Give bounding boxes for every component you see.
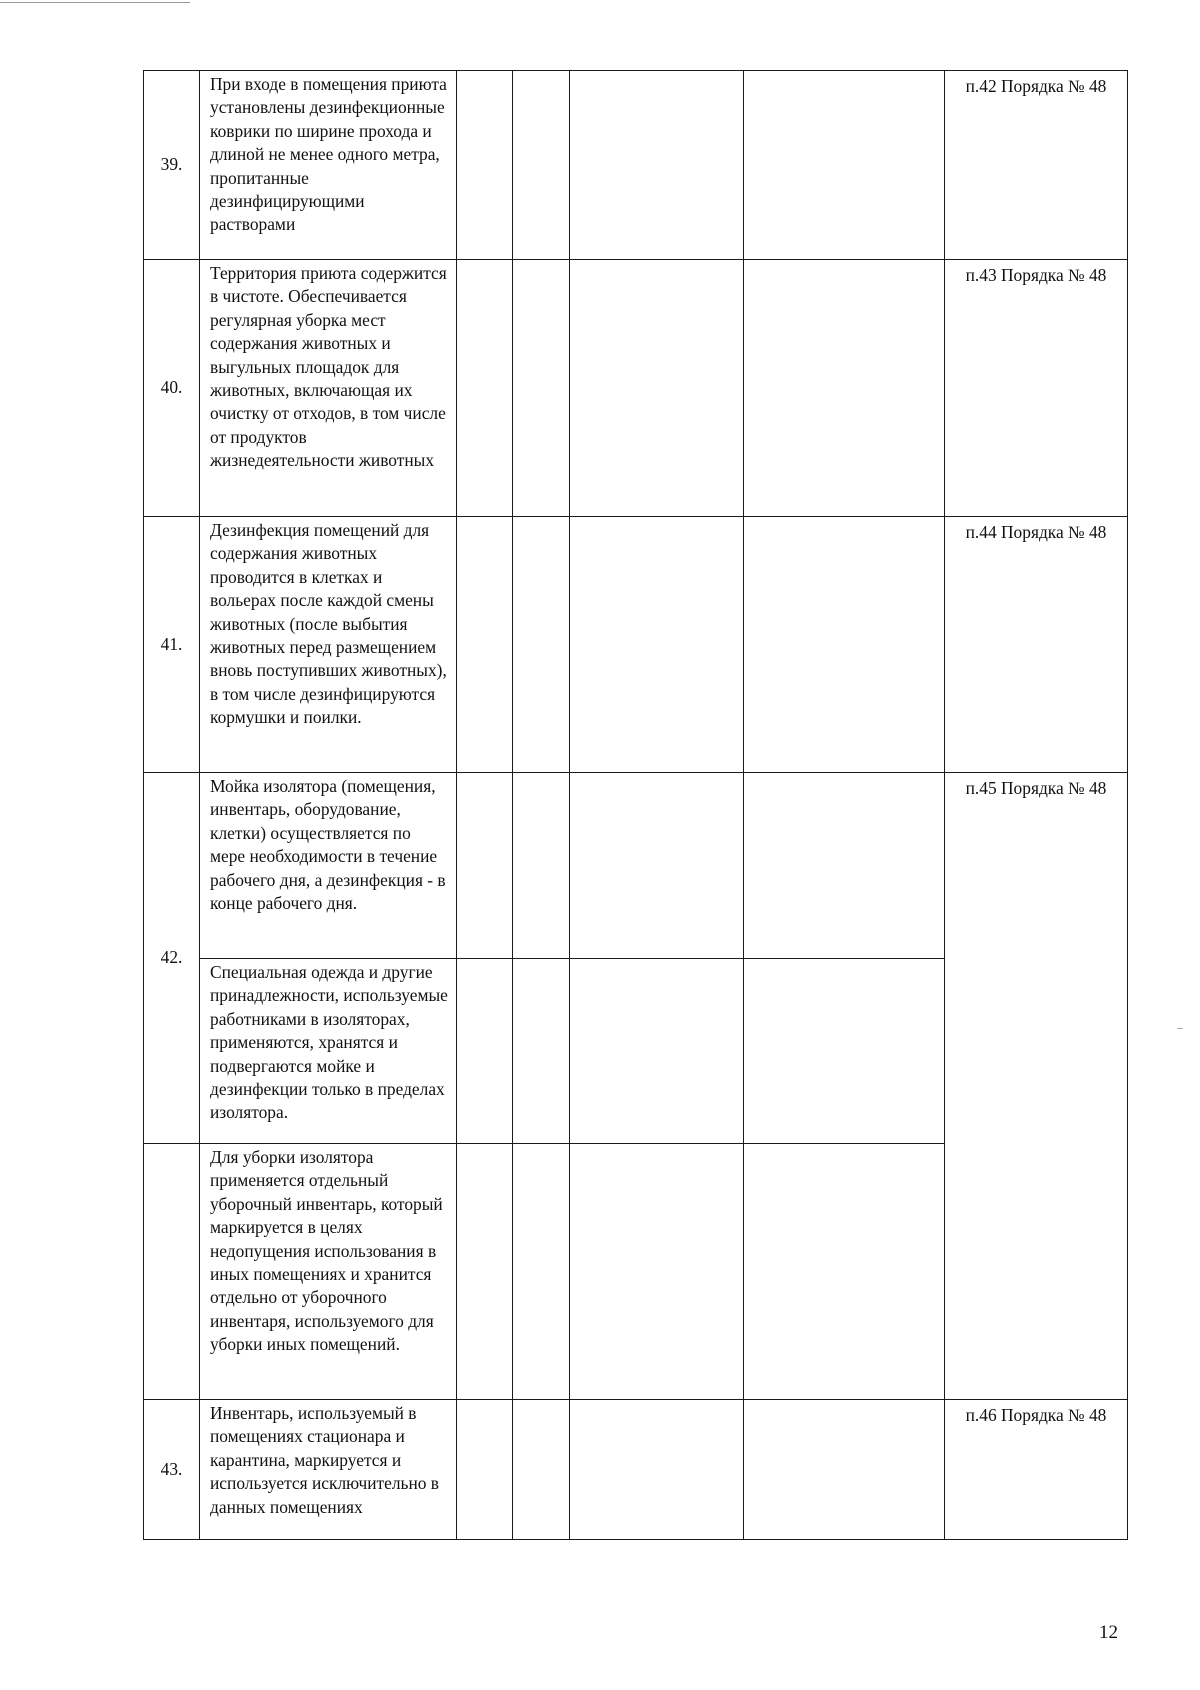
row-number: 43.: [144, 1400, 200, 1540]
row-number: 42.: [144, 773, 200, 1144]
answer-cell-no[interactable]: [513, 1144, 570, 1400]
notes-cell[interactable]: [744, 1400, 945, 1540]
answer-cell-na[interactable]: [570, 71, 744, 260]
requirement-text: Мойка изолятора (помещения, инвентарь, оборудование, клетки) осуществляется по мере необходимости в течение рабочего дня, а дезинфекция - в конце рабочего дня.: [200, 773, 457, 959]
table-row: [144, 517, 1128, 773]
table-row: [144, 260, 1128, 517]
answer-cell-yes[interactable]: [457, 260, 513, 517]
answer-cell-na[interactable]: [570, 959, 744, 1144]
answer-cell-na[interactable]: [570, 1400, 744, 1540]
regulation-reference: п.45 Порядка № 48: [945, 773, 1128, 1400]
answer-cell-yes[interactable]: [457, 1144, 513, 1400]
notes-cell[interactable]: [744, 517, 945, 773]
answer-cell-na[interactable]: [570, 773, 744, 959]
answer-cell-na[interactable]: [570, 260, 744, 517]
requirement-text: Специальная одежда и другие принадлежности, используемые работниками в изоляторах, применяются, хранятся и подвергаются мойке и дезинфекции только в пределах изолятора.: [200, 959, 457, 1144]
answer-cell-na[interactable]: [570, 1144, 744, 1400]
answer-cell-no[interactable]: [513, 260, 570, 517]
answer-cell-yes[interactable]: [457, 1400, 513, 1540]
regulation-reference: п.42 Порядка № 48: [945, 71, 1128, 260]
answer-cell-no[interactable]: [513, 517, 570, 773]
table-row: [144, 1400, 1128, 1540]
notes-cell[interactable]: [744, 773, 945, 959]
answer-cell-no[interactable]: [513, 1400, 570, 1540]
requirement-text: Территория приюта содержится в чистоте. Обеспечивается регулярная уборка мест содержания животных и выгульных площадок для животных, включающая их очистку от отходов, в том числе от продуктов жизнедеятельности животных: [200, 260, 457, 517]
notes-cell[interactable]: [744, 260, 945, 517]
requirement-text: Дезинфекция помещений для содержания животных проводится в клетках и вольерах после каждой смены животных (после выбытия животных перед размещением вновь поступивших животных), в том числе дезинфицируются кормушки и поилки.: [200, 517, 457, 773]
requirement-text: Для уборки изолятора применяется отдельный уборочный инвентарь, который маркируется в целях недопущения использования в иных помещениях и хранится отдельно от уборочного инвентаря, используемого для уборки иных помещений.: [200, 1144, 457, 1400]
answer-cell-yes[interactable]: [457, 773, 513, 959]
answer-cell-no[interactable]: [513, 71, 570, 260]
answer-cell-na[interactable]: [570, 517, 744, 773]
regulation-reference: п.43 Порядка № 48: [945, 260, 1128, 517]
row-number-empty: [144, 1144, 200, 1400]
answer-cell-yes[interactable]: [457, 959, 513, 1144]
notes-cell[interactable]: [744, 71, 945, 260]
regulation-reference: п.44 Порядка № 48: [945, 517, 1128, 773]
answer-cell-yes[interactable]: [457, 71, 513, 260]
table-row: [144, 773, 1128, 959]
answer-cell-no[interactable]: [513, 959, 570, 1144]
row-number: 39.: [144, 71, 200, 260]
requirement-text: Инвентарь, используемый в помещениях стационара и карантина, маркируется и используется исключительно в данных помещениях: [200, 1400, 457, 1540]
regulation-reference: п.46 Порядка № 48: [945, 1400, 1128, 1540]
requirement-text: При входе в помещения приюта установлены дезинфекционные коврики по ширине прохода и длиной не менее одного метра, пропитанные дезинфицирующими растворами: [200, 71, 457, 260]
top-rule: [0, 2, 190, 3]
scan-artifact: [1177, 1028, 1183, 1029]
page-number: 12: [1099, 1622, 1118, 1643]
answer-cell-no[interactable]: [513, 773, 570, 959]
notes-cell[interactable]: [744, 959, 945, 1144]
checklist-table: [143, 70, 1128, 1540]
table-row: [144, 71, 1128, 260]
row-number: 40.: [144, 260, 200, 517]
notes-cell[interactable]: [744, 1144, 945, 1400]
answer-cell-yes[interactable]: [457, 517, 513, 773]
row-number: 41.: [144, 517, 200, 773]
